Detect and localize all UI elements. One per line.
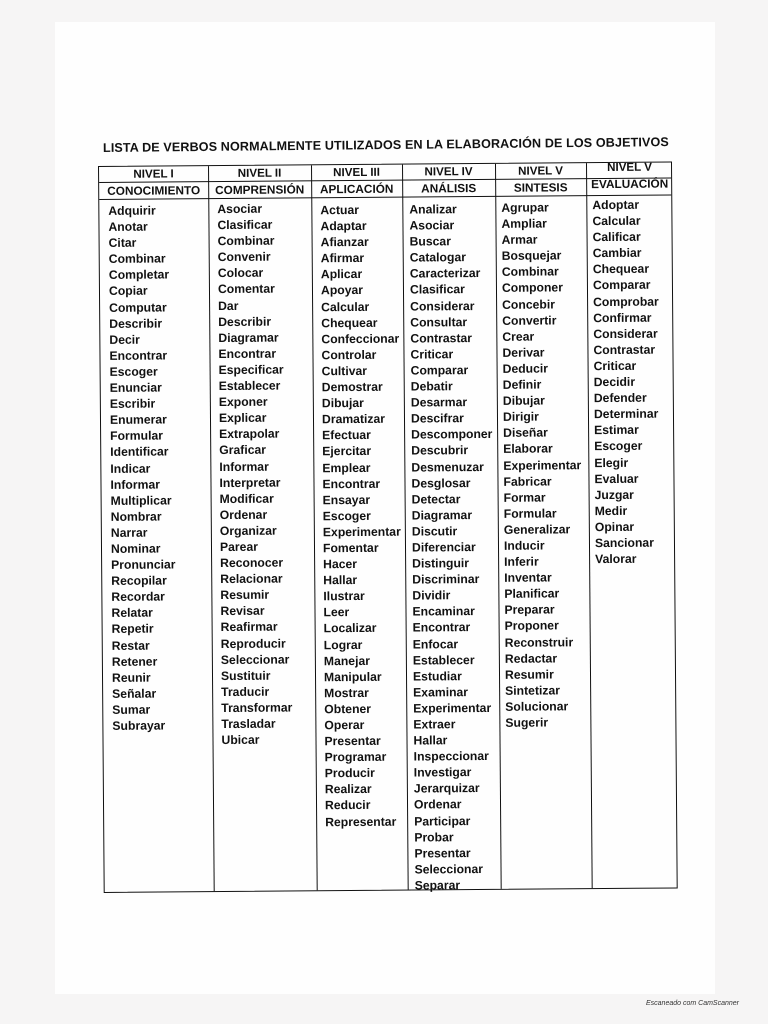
verb-item: Convertir: [502, 313, 557, 328]
verb-item: Inventar: [504, 570, 552, 585]
verb-item: Contrastar: [410, 330, 473, 346]
verb-item: Cultivar: [321, 363, 368, 379]
verb-item: Formar: [503, 490, 546, 505]
verb-item: Fabricar: [503, 474, 552, 489]
verb-item: Escoger: [322, 508, 371, 524]
verb-item: Solucionar: [505, 699, 569, 714]
verb-item: Derivar: [502, 345, 545, 360]
verb-item: Encontrar: [109, 348, 168, 363]
verb-item: Encontrar: [218, 346, 277, 361]
verbs-table: [98, 161, 678, 892]
verb-item: Traducir: [221, 684, 270, 699]
verb-item: Relacionar: [220, 571, 283, 587]
verb-item: Combinar: [108, 251, 166, 267]
verb-item: Ordenar: [413, 797, 462, 813]
verb-item: Preparar: [504, 602, 555, 618]
verb-item: Encontrar: [412, 620, 471, 635]
category-label: COMPRENSIÓN: [215, 182, 305, 198]
verb-item: Nominar: [110, 541, 161, 556]
verb-item: Investigar: [413, 765, 472, 780]
table-grid: [98, 161, 678, 892]
level-label: NIVEL IV: [424, 165, 473, 179]
verb-item: Transformar: [221, 700, 293, 715]
verb-item: Exponer: [218, 394, 268, 410]
verb-item: Demostrar: [321, 379, 383, 395]
verb-item: Controlar: [321, 347, 377, 363]
verb-item: Emplear: [322, 460, 371, 475]
verb-item: Establecer: [218, 378, 281, 394]
verb-item: Explicar: [218, 410, 267, 426]
verb-item: Afianzar: [320, 235, 369, 250]
verb-item: Sustituir: [220, 668, 271, 683]
verb-item: Ampliar: [501, 216, 547, 231]
verb-item: Organizar: [219, 523, 277, 538]
verb-item: Seleccionar: [414, 861, 484, 877]
verb-item: Presentar: [414, 845, 471, 861]
verb-item: Actuar: [320, 202, 360, 218]
verb-item: Concebir: [502, 296, 555, 312]
verb-item: Dividir: [412, 588, 451, 603]
column-divider: [495, 164, 502, 889]
verb-item: Dibujar: [502, 393, 545, 408]
verb-item: Sumar: [112, 702, 151, 717]
verb-item: Debatir: [410, 379, 453, 394]
verb-item: Discriminar: [412, 572, 480, 587]
verb-item: Restar: [111, 638, 150, 653]
verb-item: Separar: [414, 878, 461, 893]
verb-item: Establecer: [412, 652, 475, 668]
verb-column-3: [320, 202, 403, 830]
verb-item: Leer: [323, 605, 350, 620]
verb-item: Calificar: [592, 229, 641, 245]
verb-item: Reunir: [111, 670, 151, 685]
verb-item: Modificar: [219, 491, 274, 506]
verb-item: Cambiar: [592, 246, 642, 261]
verb-item: Escribir: [109, 396, 156, 412]
verb-item: Agrupar: [501, 200, 549, 215]
column-divider: [586, 163, 593, 888]
verb-item: Chequear: [592, 262, 650, 277]
verb-item: Especificar: [218, 362, 284, 377]
verb-item: Aplicar: [320, 267, 363, 282]
verb-item: Informar: [219, 459, 269, 474]
verb-item: Reproducir: [220, 636, 286, 651]
verb-item: Comprobar: [593, 294, 659, 309]
verb-column-1: [108, 202, 177, 734]
verb-item: Analizar: [409, 202, 457, 217]
verb-item: Descifrar: [410, 411, 464, 426]
verb-item: Informar: [110, 477, 160, 492]
verb-item: Fomentar: [322, 540, 379, 556]
verb-item: Defender: [593, 390, 647, 406]
column-header-2: [208, 165, 311, 198]
verb-item: Jerarquizar: [413, 781, 480, 796]
verb-item: Narrar: [110, 525, 148, 540]
column-header-6: [586, 159, 673, 192]
verb-item: Comparar: [410, 363, 469, 378]
verb-item: Retener: [111, 654, 158, 669]
verb-item: Identificar: [110, 444, 169, 460]
verb-item: Chequear: [321, 315, 378, 330]
verb-item: Decidir: [593, 374, 636, 390]
verb-item: Nombrar: [110, 509, 162, 524]
verb-item: Descomponer: [411, 427, 493, 442]
verb-item: Producir: [324, 766, 375, 781]
verb-item: Lograr: [323, 637, 363, 652]
level-label: NIVEL V: [607, 160, 653, 175]
verb-item: Confeccionar: [321, 331, 400, 347]
verb-item: Adaptar: [320, 218, 367, 234]
verb-item: Escoger: [109, 364, 158, 379]
verb-item: Clasificar: [409, 282, 465, 298]
verb-item: Extraer: [413, 717, 456, 732]
verb-item: Reconstruir: [504, 634, 574, 650]
level-label: NIVEL II: [237, 166, 282, 180]
verb-item: Sugerir: [505, 715, 549, 730]
verb-item: Confirmar: [593, 310, 652, 325]
verb-item: Criticar: [410, 347, 454, 362]
category-label: ANÁLISIS: [421, 181, 477, 196]
verb-item: Trasladar: [221, 716, 276, 732]
verb-item: Experimentar: [413, 700, 492, 716]
verb-item: Calcular: [592, 213, 641, 229]
verb-item: Detectar: [411, 491, 461, 507]
verb-item: Desglosar: [411, 475, 471, 491]
verb-item: Anotar: [108, 219, 148, 235]
verb-item: Relatar: [111, 605, 153, 621]
verb-item: Planificar: [504, 586, 560, 602]
scanner-watermark: Escaneado com CamScanner: [646, 1000, 739, 1007]
verb-item: Probar: [414, 829, 454, 845]
verb-item: Multiplicar: [110, 493, 172, 508]
verb-item: Formular: [110, 428, 164, 444]
verb-item: Citar: [108, 235, 137, 251]
verb-item: Asociar: [217, 201, 263, 217]
verb-item: Ubicar: [221, 732, 260, 748]
verb-item: Repetir: [111, 622, 154, 637]
verb-item: Combinar: [217, 233, 275, 249]
category-label: SINTESIS: [513, 180, 568, 195]
verb-item: Afirmar: [320, 251, 365, 266]
verb-item: Elaborar: [503, 441, 553, 457]
verb-item: Programar: [324, 749, 387, 765]
column-header-5: [495, 163, 586, 196]
verb-item: Decir: [109, 332, 140, 347]
verb-item: Inspeccionar: [413, 749, 489, 764]
verb-item: Recopilar: [111, 573, 167, 589]
verb-item: Obtener: [324, 701, 372, 717]
verb-item: Componer: [501, 280, 563, 296]
verb-item: Hallar: [413, 733, 448, 748]
verb-column-2: [217, 201, 292, 749]
category-label: APLICACIÓN: [319, 181, 394, 197]
verb-item: Colocar: [217, 266, 264, 281]
verb-item: Dramatizar: [321, 411, 386, 427]
verb-item: Operar: [324, 717, 365, 733]
verb-item: Encontrar: [322, 476, 381, 491]
verb-item: Buscar: [409, 234, 451, 249]
verb-item: Enumerar: [109, 412, 167, 428]
verb-item: Considerar: [410, 298, 475, 314]
column-divider: [311, 165, 318, 890]
verb-item: Experimentar: [503, 457, 582, 473]
verb-item: Recordar: [111, 589, 165, 605]
verb-item: Catalogar: [409, 250, 467, 265]
verb-column-4: [409, 201, 496, 894]
verb-item: Ordenar: [219, 507, 268, 522]
verb-item: Copiar: [108, 284, 148, 299]
verb-item: Distinguir: [412, 556, 470, 571]
level-label: NIVEL I: [133, 167, 174, 181]
verb-item: Ensayar: [322, 492, 371, 507]
verb-item: Enfocar: [412, 636, 459, 652]
verb-item: Elegir: [594, 455, 629, 470]
verb-item: Adquirir: [108, 203, 156, 218]
verb-item: Inferir: [504, 554, 539, 569]
verb-item: Pronunciar: [111, 557, 176, 572]
verb-column-5: [501, 199, 583, 731]
verb-item: Proponer: [504, 618, 559, 634]
verb-item: Participar: [414, 813, 471, 829]
verb-item: Comparar: [592, 278, 651, 293]
verb-item: Bosquejar: [501, 248, 562, 264]
verb-item: Definir: [502, 377, 542, 392]
column-header-3: [311, 165, 402, 198]
verb-item: Estimar: [594, 423, 639, 438]
verb-item: Descubrir: [411, 443, 469, 458]
verb-item: Diferenciar: [411, 540, 476, 555]
verb-item: Diseñar: [503, 425, 548, 441]
column-header-4: [402, 164, 495, 197]
verb-item: Computar: [109, 300, 167, 315]
verb-item: Encaminar: [412, 604, 475, 619]
verb-item: Describir: [218, 314, 272, 329]
verb-item: Calcular: [321, 299, 370, 314]
column-header-1: [99, 166, 208, 199]
verb-item: Deducir: [502, 361, 549, 376]
verb-item: Comentar: [217, 282, 275, 297]
verb-item: Convenir: [217, 249, 271, 265]
verb-item: Parear: [219, 539, 259, 555]
verb-item: Reconocer: [220, 555, 284, 571]
verb-item: Sintetizar: [505, 683, 561, 698]
verb-item: Inducir: [503, 538, 545, 553]
verb-item: Experimentar: [322, 524, 401, 540]
verb-item: Hallar: [323, 573, 358, 588]
verb-item: Medir: [594, 503, 628, 518]
verb-item: Contrastar: [593, 342, 656, 357]
verb-item: Sancionar: [594, 535, 654, 551]
verb-item: Resumir: [220, 587, 270, 603]
verb-item: Desarmar: [410, 395, 468, 410]
verb-item: Manipular: [323, 669, 382, 684]
verb-item: Extrapolar: [219, 426, 280, 442]
verb-item: Diagramar: [411, 507, 473, 523]
verb-item: Ejercitar: [322, 444, 372, 459]
verb-item: Resumir: [504, 667, 554, 682]
verb-item: Diagramar: [218, 330, 279, 345]
verb-item: Adoptar: [592, 197, 640, 213]
verb-item: Describir: [109, 316, 163, 331]
verb-item: Redactar: [504, 651, 558, 666]
verb-item: Valorar: [595, 551, 637, 567]
category-label: EVALUACIÓN: [591, 176, 669, 192]
verb-item: Completar: [108, 267, 170, 283]
verb-item: Indicar: [110, 461, 151, 476]
verb-item: Asociar: [409, 218, 455, 233]
verb-item: Realizar: [324, 782, 372, 797]
verb-item: Presentar: [324, 733, 381, 749]
verb-item: Clasificar: [217, 217, 273, 233]
verb-item: Armar: [501, 232, 538, 248]
verb-item: Caracterizar: [409, 266, 481, 281]
verb-item: Ilustrar: [323, 589, 365, 604]
verb-item: Manejar: [323, 653, 371, 668]
verb-item: Representar: [325, 814, 397, 829]
verb-item: Evaluar: [594, 471, 639, 486]
document-title: LISTA DE VERBOS NORMALMENTE UTILIZADOS EN LA ELABORACIÓN DE LOS OBJETIVOS: [102, 135, 669, 155]
verb-item: Considerar: [593, 326, 658, 341]
column-divider: [208, 166, 215, 891]
verb-item: Apoyar: [320, 283, 364, 298]
verb-column-6: [592, 197, 661, 568]
verb-item: Determinar: [593, 406, 659, 422]
verb-item: Generalizar: [503, 522, 571, 537]
level-label: NIVEL III: [333, 165, 381, 180]
verb-item: Opinar: [594, 519, 635, 534]
verb-item: Señalar: [112, 686, 157, 701]
verb-item: Reducir: [324, 798, 371, 813]
verb-item: Enunciar: [109, 380, 162, 395]
verb-item: Formular: [503, 506, 557, 521]
verb-item: Juzgar: [594, 487, 634, 502]
category-label: CONOCIMIENTO: [107, 183, 201, 198]
verb-item: Estudiar: [412, 668, 462, 684]
verb-item: Graficar: [219, 443, 267, 458]
verb-item: Dar: [218, 298, 239, 313]
verb-item: Discutir: [411, 524, 458, 539]
verb-item: Criticar: [593, 358, 637, 374]
verb-item: Reafirmar: [220, 620, 278, 635]
verb-item: Subrayar: [112, 718, 166, 733]
verb-item: Dirigir: [502, 409, 539, 425]
verb-item: Consultar: [410, 314, 468, 330]
verb-item: Seleccionar: [220, 652, 290, 667]
verb-item: Efectuar: [322, 428, 371, 443]
column-divider: [402, 165, 409, 890]
verb-item: Hacer: [323, 557, 358, 572]
verb-item: Localizar: [323, 621, 377, 636]
verb-item: Examinar: [413, 684, 469, 700]
level-label: NIVEL V: [518, 164, 564, 178]
verb-item: Revisar: [220, 604, 265, 619]
verb-item: Escoger: [594, 439, 643, 454]
verb-item: Dibujar: [321, 396, 364, 411]
verb-item: Interpretar: [219, 475, 281, 490]
verb-item: Combinar: [501, 264, 559, 280]
verb-item: Mostrar: [324, 685, 369, 701]
verb-item: Desmenuzar: [411, 459, 484, 475]
verb-item: Crear: [502, 329, 535, 344]
